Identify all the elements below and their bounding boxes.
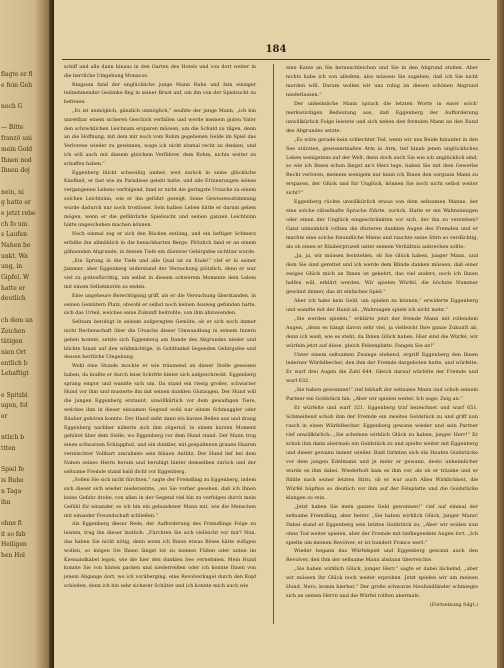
binding-fragment: Lehaftigt — [1, 370, 29, 378]
binding-fragment: noch G — [1, 103, 23, 111]
binding-fragment: Nahen bo — [1, 242, 31, 249]
binding-fragment: nien Ort — [1, 348, 27, 356]
binding-fragment: hatte er — [1, 284, 26, 292]
paragraph: Noch einmal zog er sich den Rücken entlang, und ein heftiger Schmerz erfaßte ihn allmählich in die benachbarten Berge. Plötzlich fand er an einem gähnenden Abgrunde, in dessen Tiefe ein düsterer Gebirgsfee sichtbar wurde. — [64, 232, 256, 255]
binding-fragment: s Laufen — [1, 231, 28, 239]
binding-fragment: ch fo um — [1, 220, 28, 228]
binding-fragment: Zeichen — [1, 327, 26, 335]
binding-fragment: er — [1, 413, 8, 420]
binding-fragment: nein, ni — [1, 188, 24, 196]
binding-fragment: ohne fi — [1, 519, 22, 527]
binding-fragment: Gipfel. W — [1, 274, 30, 282]
paragraph: Eggenberg rückte unwillkürlich etwas von dem seltsamen Manne, der eine solche rätselhafte Sprache führte, zurück. Hatte er ein Wahnsinnigen oder einen der Unglück eingeschränkten vor sich, der ihn zu verstehen? Ganz unheimlich rollten die düsteren dunklen Augen des Fremden und er machte eine solche freundliche Miene und rauchte seine Stirn so verdächtig, als ob einen er Räuberprozeß unter seinem Verhältnis anbrechen sollte. — [286, 199, 478, 251]
binding-fragment: unkt. Wa — [1, 252, 28, 260]
previous-page-binding — [0, 0, 49, 668]
paragraph: „Es ist unmöglich, gänzlich unmöglich,“ seufzte der junge Mann, „ich bin unrettbar einem sicheren Geschick verfallen und werde meinem guten Vater den schrecklichen Leichnam ersparen müssen, um die Schuld zu tilgen, denn an die Hoffnung, mit dem mir noch vom Rohm gegebenen Gelde im Spiel das Verlorene wieder zu gewinnen, wage ich nicht einmal recht zu denken, und ich will auch mit diesem gleichem Verführer, dem Rohm, nichts weiter zu schaffen haben.“ — [64, 108, 256, 167]
binding-fragment — [1, 305, 45, 316]
paragraph: Ringsum fand der unglückliche junge Mann Ruhe und fein einziger teilnehmender Gedanke fing in seiner Brust auf, um ihn von der Spielsucht zu befreien. — [64, 82, 256, 106]
binding-fragment: e jetzt rebe — [1, 209, 36, 217]
paragraph: Wohl eine Stunde mochte er wie träumend an dieser Stelle gesessen haben, da mußte er durch leise Schritte hinter sich aufgeschreckt. Eggenberg sprang empor und wandte sich um. Da stand ein riesig großer, schwarzer Hund vor ihm und musterte ihn mit seinen dunklen Glutaugen. Der Hund will die jungen Eggenberg erstaunt, unwillkürlich vor dem gewaltigen Tiere, welches ihm in dieser einsamen Gegend wohl nur einem Schmuggler oder Räuber gehören konnte. Der Hund sieht dann ein kurzes Bellen aus und drang Eggenberg nachher näherte sich ihm zögernd, in einem kurzen Moment gehütet über dem Stelle, wo Eggenberg vor dem Hund stand. Der Mann trug einen schwarzen Schlapphut, und ein dunkler, mit gespaltenen grauen Haaren vermischter Vollbart umrahmte sein bläuen Antlitz. Der Hund lief bei dem Nahen seines Herrn herum und beruhigt hinter demselben zurück und der seltsame Fremde stand bald dicht vor Eggenberg. — [64, 364, 256, 475]
binding-fragment: tätigen — [1, 338, 23, 346]
binding-fragment — [1, 508, 45, 519]
previous-page-fragments — [1, 70, 45, 562]
paragraph: Als Eggenberg dieser Rede, der Aufforderung des Fremdlings Folge zu leisten, trug ihn dieser lautlich: „Fürchten Sie sich vielleicht vor mir? Nun, das haben Sie nicht nötig, denn wenn ich Ihnen etwas Böses hätte zufügen wollen, so mögen Sie Ihnen längst tot zu meinen Füßen oder unten im Kiessandkabel legen, wie die hier den dunklen See vernehmen. Mein Hund konnte Sie von hinten packen und niederreißen oder ich konnte Ihnen von jenem Abgange dort, wo ich vorüberging, eine Revolverkugel durch den Kopf schießen, denn ich bin sehr sicherer Schütze und ich konnte mich auch wie — [64, 522, 256, 590]
binding-fragment: ntlich b — [1, 434, 25, 442]
binding-fragment: hen Hol — [1, 551, 25, 559]
paragraph: „Sie werden spielen,“ erklärte jetzt der fremde Mann mit rollendem Augen, „denn es hängt davon sehr viel, ja vielleicht Ihre ganze Zukunft ab, denn ich weiß, wie es steht, da Ihnen Glück haben. Hier sind die Würfel, wir würfeln jetzt auf diese, gleich Felsenplatte. Fangen Sie an!“ — [286, 315, 478, 349]
header-rule — [62, 59, 490, 60]
column-divider — [273, 64, 274, 624]
paragraph: „Sie haben gewonnen!“ rief lebhaft der seltsame Mann und schob seinem Partner ein Goldstück hin. „Aber wir spielen weiter. Ich sage: Zeig an.“ — [286, 387, 478, 403]
paragraph: Eggenberg blickt schweißig umher, weit zurück in seine glückliche Kindheit, er fast wie im Paradiese gelebt hatte, und alle Erinnerungen seines vergangenen Lebens verfolgend, fand er nicht die geringste Ursache zu einem solchen Leichtsinn, wie er ihn geführt gezeigt. Seine Gewissensstimmung wurde dadurch nur noch trostloser. Sein halbes Leben hätte er darum geben mögen, wenn er die gefährliche Spielsucht und seinen ganzen Leichtsinn hätte ungeschehen machen können. — [64, 170, 256, 229]
paragraph: Der unheimliche Mann sprach die letzten Worte in einer solch' merkwürdigen Bedeutung aus, daß Eggenberg der Aufforderung unwillkürlich Folge leistete und sich neben den fremden Mann an den Rand des Abgrundes setzte. — [286, 100, 478, 134]
paragraph: „Sollen Sie sich nicht fürchten,“ sagte der Fremdling zu Eggenberg, indem sich dieser sich wieder niedersetzte, „wo Sie vorher gesehen, daß ich Ihnen keine Gefahr drohe, von allen in der Gegend viel bin zu verfolgen durch mein Gefühl für einander, so ich bin ein gebundener Mann mit, wie die Menschen mit einander Freundschaft schließen.“ — [64, 478, 256, 519]
paragraph: „Sie haben wirklich Glück, junger Herr,“ sagte er dabei lächelnd, „aber wir müssen Ihr Glück noch weiter erproben. Jetzt spielen wir um meinen Hund. Nero, komm hierher.“ Der große schwarze Neufundländer schmiegte sich an seinen Herrn und die Würfel rollten abermals. — [286, 566, 478, 600]
binding-fragment — [1, 455, 45, 466]
newspaper-page — [54, 0, 497, 668]
binding-fragment — [1, 177, 45, 188]
paragraph: Aber ich habe kein Geld, um spielen zu können,“ erwiderte Eggenberg und wandte mit der Hand ab. „Wahrsagen spiele ich nicht mehr.“ — [286, 297, 478, 313]
continuation-note: (Fortsetzung folgt.) — [429, 602, 478, 609]
binding-fragment: entlich b — [1, 359, 28, 367]
paragraph: „Ein Sprung in die Tiefe und alle Qual ist zu Ende!“ rief er in seiner Jammer, aber Eggenberg widerstand der Versuchung plötzlich, denn er war viel zu gottesfürchtig, um selbst in diesem schwerem Momente dem Leben mit einem Selbstmorde zu enden. — [64, 258, 256, 290]
paragraph: schiff und alle dann hinaus in den Garten des Hotels und von dort weiter in die herrliche Umgebung Monacos. — [64, 65, 256, 79]
binding-fragment — [1, 91, 45, 102]
paragraph: Wieder begann das Würfelspiel und Eggenberg gewann auch den Revolver, den ihm der seltsame Mann alsdann überreichte. — [286, 548, 478, 564]
left-column — [64, 64, 256, 592]
right-column — [286, 64, 478, 610]
binding-fragment: ttten — [1, 445, 16, 453]
paragraph: „Es wäre gerade kein schlechter Tod, wenn wir uns Beide hinunter in den See stürzten, gewissermaßen Arm in Arm, tief hinab jenen unglückliches Leben wenigstens auf der Welt, denn doch auch Sie wie ich unglücklich sind, so wie ich Ihnen schon längst an's Herz lege, haben Sie mit dem Gewerbe Recht verloren, meinem wenigem nur kann ich Ihnen den sorgsam Mann zu ersparen, der Glück und Ihr Unglück, können Sie noch nicht selbst weiter sicht?“ — [286, 136, 478, 197]
binding-fragment: mein Gold — [1, 145, 33, 153]
binding-fragment: Ihnen nod — [1, 156, 32, 164]
binding-fragment: ung, in — [1, 263, 23, 271]
binding-fragment: Ihnen doj — [1, 167, 30, 175]
binding-fragment — [1, 113, 45, 124]
paragraph: Unter einem seltsamen Zwange stehend, ergriff Eggenberg den Ihnen lederner Würfelbecher, den ihm der Fremde dargeboten hatte, und würfelte. Er warf drei Augen die Zahl 644. Gleich darauf würfelte der Fremde und warf 632. — [286, 351, 478, 385]
page-edge — [497, 0, 504, 668]
binding-fragment: it so fab — [1, 530, 26, 538]
binding-fragment: deutlich — [1, 295, 26, 303]
binding-fragment: Heiligen — [1, 541, 27, 549]
paragraph: Er würfelte und warf 321. Eggenberg traf bezeichnet und warf 651. Schmeißend schob ihm der Fremde ein zweites Goldstück zu und griff nun rasch in einen Würfelbecher. Eggenberg gewann wieder und sein Partner rief unwillkürlich: „Sie scheinen wirklich Glück zu haben, junger Herr!“ Er schob ihm dann abermals ein Goldstück zu und spielte weiter mit Eggenberg und dieser gewann immer wieder. Bald türmten sich ein Haufen Goldstücke vor dem jungen Edelmann und je mehr er gewann, desto unheimlicher wurde es ihm dabei. Wiederholt kam es ihm vor, als ob er träume und er fühlte nach seiner letzten Stirn, ob er war auch Alles Wirklichkeit, die Würfel hüpften so deutlich vor ihm auf der Felsplatte und die Goldstücke klangen so rein. — [286, 405, 478, 501]
binding-fragment: ch dem un — [1, 316, 33, 324]
binding-fragment — [1, 423, 45, 434]
binding-fragment: flagte er fi — [1, 71, 33, 78]
binding-fragment: is Ruhe — [1, 477, 24, 485]
binding-fragment: ugen, fol — [1, 402, 28, 410]
binding-fragment: e fein Geb — [1, 81, 33, 89]
page-header — [62, 44, 490, 62]
binding-fragment: e Spitzbi — [1, 391, 28, 399]
page-number: 184 — [265, 44, 287, 55]
binding-fragment: franzö uni — [1, 135, 32, 143]
paragraph: „Ja, ja, wir müssen feststellen, ob Sie Glück haben, junger Mann, und dem Sie sind gerettet und ich werde dem Blinde danken müssen, daß einer ewiges Glück mich an Ihnen ist gekehrt, das viel anders, noch ich Ihnen helfen will, erklärt werden. Wir spielen Würfel, die höchste Nummer gewinnt immer, das ist einfaches Spiel.“ — [286, 253, 478, 295]
binding-fragment: g hatte er — [1, 199, 31, 207]
paragraph: eine Katze an Sie heranschleichen und Sie in den Abgrund stoßen. Aber nichts habe ich von alledem, also müssen Sie zugeben, daß ich Sie nicht morden will. Darum wollen wir uns ruhig an diesen schönen Abgrund niederlassen.“ — [286, 65, 478, 98]
paragraph: Seltsam beruhigt in seinem aufgeregten Gemüte, ob er sich noch immer nicht Rechenschaft über die Ursache dieser Umwandlung in seinem Innern geben konnte, setzte sich Eggenberg am Rande des Abgrundes nieder und blickte hinab auf den wildmächtige, in Goldfunkel liegenden Gebirgsfee und dessen herrliche Umgebung. — [64, 320, 256, 361]
paragraph: „Jetzt haben Sie mein ganzes Geld gewonnen!“ rief auf einmal der seltsame Fremdling, aber heiter. „Sie haben wirklich Glück, junger Mann! Dabei stand er Eggenberg sein letztes Goldstück zu. „Aber wir wollen nun ohne Tod weiter spielen, aber der Fremde mit tiefliegendem Augen fort. „Ich spielte um meinen Revolver, er ist hundert Francs wert.“ — [286, 503, 478, 546]
paragraph: Eine ungeheure Berechtigung griff, als er die Versuchung überstanden, in seinen Gemütern Platz, obwohl er selbst noch keinen Ausweg gefunden hatte, sich das Urteil, welches seine Zukunft bedrohte, von ihm abzuwenden. — [64, 293, 256, 317]
binding-fragment: ihn — [1, 498, 11, 506]
binding-fragment: Spiel fe — [1, 466, 25, 474]
binding-fragment: n Taga — [1, 487, 22, 495]
binding-fragment: — Bitte — [1, 124, 24, 132]
binding-fragment — [1, 380, 45, 391]
